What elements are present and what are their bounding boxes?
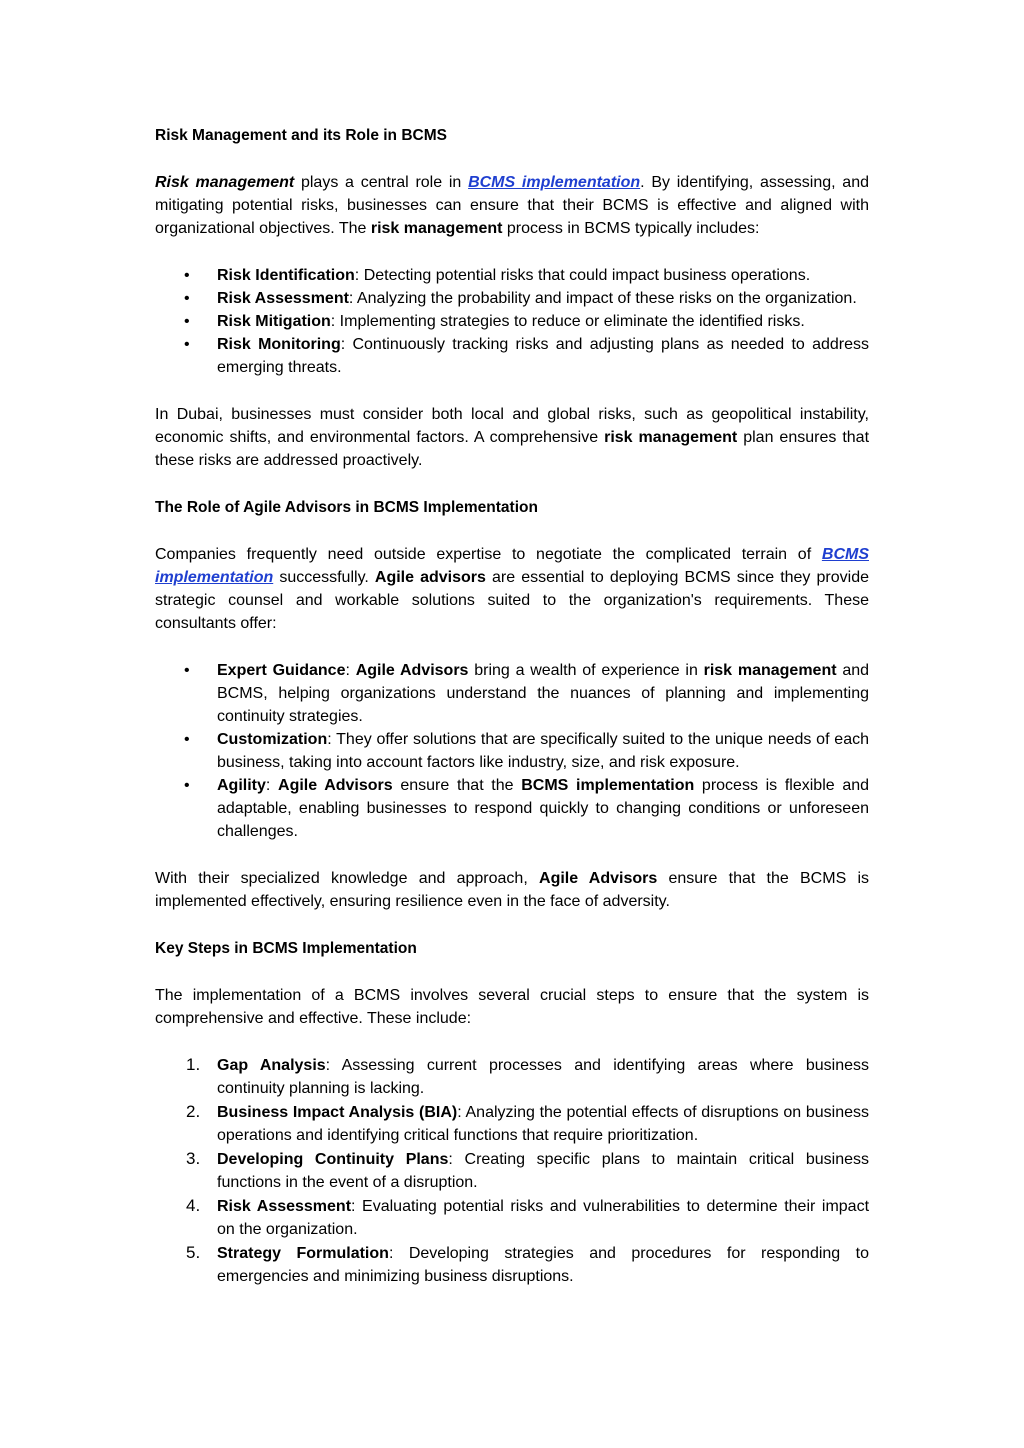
list-item: • Expert Guidance: Agile Advisors bring a wealth of experience in risk management and BCMS, helping organizations understand the nuances of planning and implementing continuity strategies. <box>155 659 869 728</box>
step-number: 5. <box>186 1243 201 1262</box>
section-heading-risk-management: Risk Management and its Role in BCMS <box>155 127 447 144</box>
section-heading-key-steps: Key Steps in BCMS Implementation <box>155 940 417 957</box>
bullet-icon: • <box>184 313 190 330</box>
consultant-offerings-list <box>155 659 869 843</box>
section-heading-agile-advisors: The Role of Agile Advisors in BCMS Implementation <box>155 499 538 516</box>
bullet-icon: • <box>184 777 190 794</box>
risk-management-lead: Risk management <box>155 174 295 191</box>
list-item: • Agility: Agile Advisors ensure that the BCMS implementation process is flexible and adaptable, enabling businesses to respond quickly to changing conditions or unforeseen challenges. <box>155 774 869 843</box>
risk-management-intro-paragraph: Risk management plays a central role in BCMS implementation. By identifying, assessing, and mitigating potential risks, businesses can ensure that their BCMS is effective and aligned with organizational objectives. The risk management process in BCMS typically includes: <box>155 174 870 237</box>
bullet-icon: • <box>184 267 190 284</box>
step-number: 1. <box>186 1055 201 1074</box>
list-item: 1. Gap Analysis: Assessing current processes and identifying areas where business continuity planning is lacking. <box>186 1055 869 1097</box>
list-item: 4. Risk Assessment: Evaluating potential risks and vulnerabilities to determine their impact on the organization. <box>186 1196 870 1238</box>
list-item: • Risk Identification: Detecting potential risks that could impact business operations. <box>155 264 869 287</box>
document-page <box>155 124 869 1289</box>
implementation-steps-list <box>155 1054 869 1288</box>
bullet-icon: • <box>184 662 190 679</box>
key-steps-intro-paragraph: The implementation of a BCMS involves several crucial steps to ensure that the system is comprehensive and effective. These include: <box>155 987 869 1027</box>
step-number: 2. <box>186 1102 201 1121</box>
list-item: 3. Developing Continuity Plans: Creating specific plans to maintain critical business functions in the event of a disruption. <box>186 1149 870 1191</box>
agile-advisors-intro-paragraph: Companies frequently need outside expertise to negotiate the complicated terrain of BCMS implementation successfully. Agile advisors are essential to deploying BCMS since they provide strategic counsel and workable solutions suited to the organization's requirements. These consultants offer: <box>155 546 869 632</box>
bullet-icon: • <box>184 336 190 353</box>
bcms-implementation-link[interactable]: BCMS implementation <box>468 174 641 191</box>
dubai-risk-paragraph: In Dubai, businesses must consider both local and global risks, such as geopolitical instability, economic shifts, and environmental factors. A comprehensive risk management plan ensures that these risks are addressed proactively. <box>155 406 870 469</box>
bcms-implementation-link[interactable]: BCMS implementation <box>155 546 869 586</box>
list-item: 5. Strategy Formulation: Developing strategies and procedures for responding to emergencies and minimizing business disruptions. <box>186 1243 870 1285</box>
agile-advisors-closing-paragraph: With their specialized knowledge and approach, Agile Advisors ensure that the BCMS is implemented effectively, ensuring resilience even in the face of adversity. <box>155 870 870 910</box>
list-item: • Risk Mitigation: Implementing strategies to reduce or eliminate the identified risks. <box>155 310 869 333</box>
list-item: • Risk Assessment: Analyzing the probability and impact of these risks on the organization. <box>155 287 869 310</box>
bullet-icon: • <box>184 731 190 748</box>
step-number: 3. <box>186 1149 201 1168</box>
list-item: • Customization: They offer solutions that are specifically suited to the unique needs of each business, taking into account factors like industry, size, and risk exposure. <box>155 728 869 774</box>
bullet-icon: • <box>184 290 190 307</box>
list-item: 2. Business Impact Analysis (BIA): Analyzing the potential effects of disruptions on business operations and identifying critical functions that require prioritization. <box>186 1102 869 1144</box>
step-number: 4. <box>186 1196 201 1215</box>
risk-process-list <box>155 264 869 379</box>
list-item: • Risk Monitoring: Continuously tracking risks and adjusting plans as needed to address emerging threats. <box>155 333 869 379</box>
